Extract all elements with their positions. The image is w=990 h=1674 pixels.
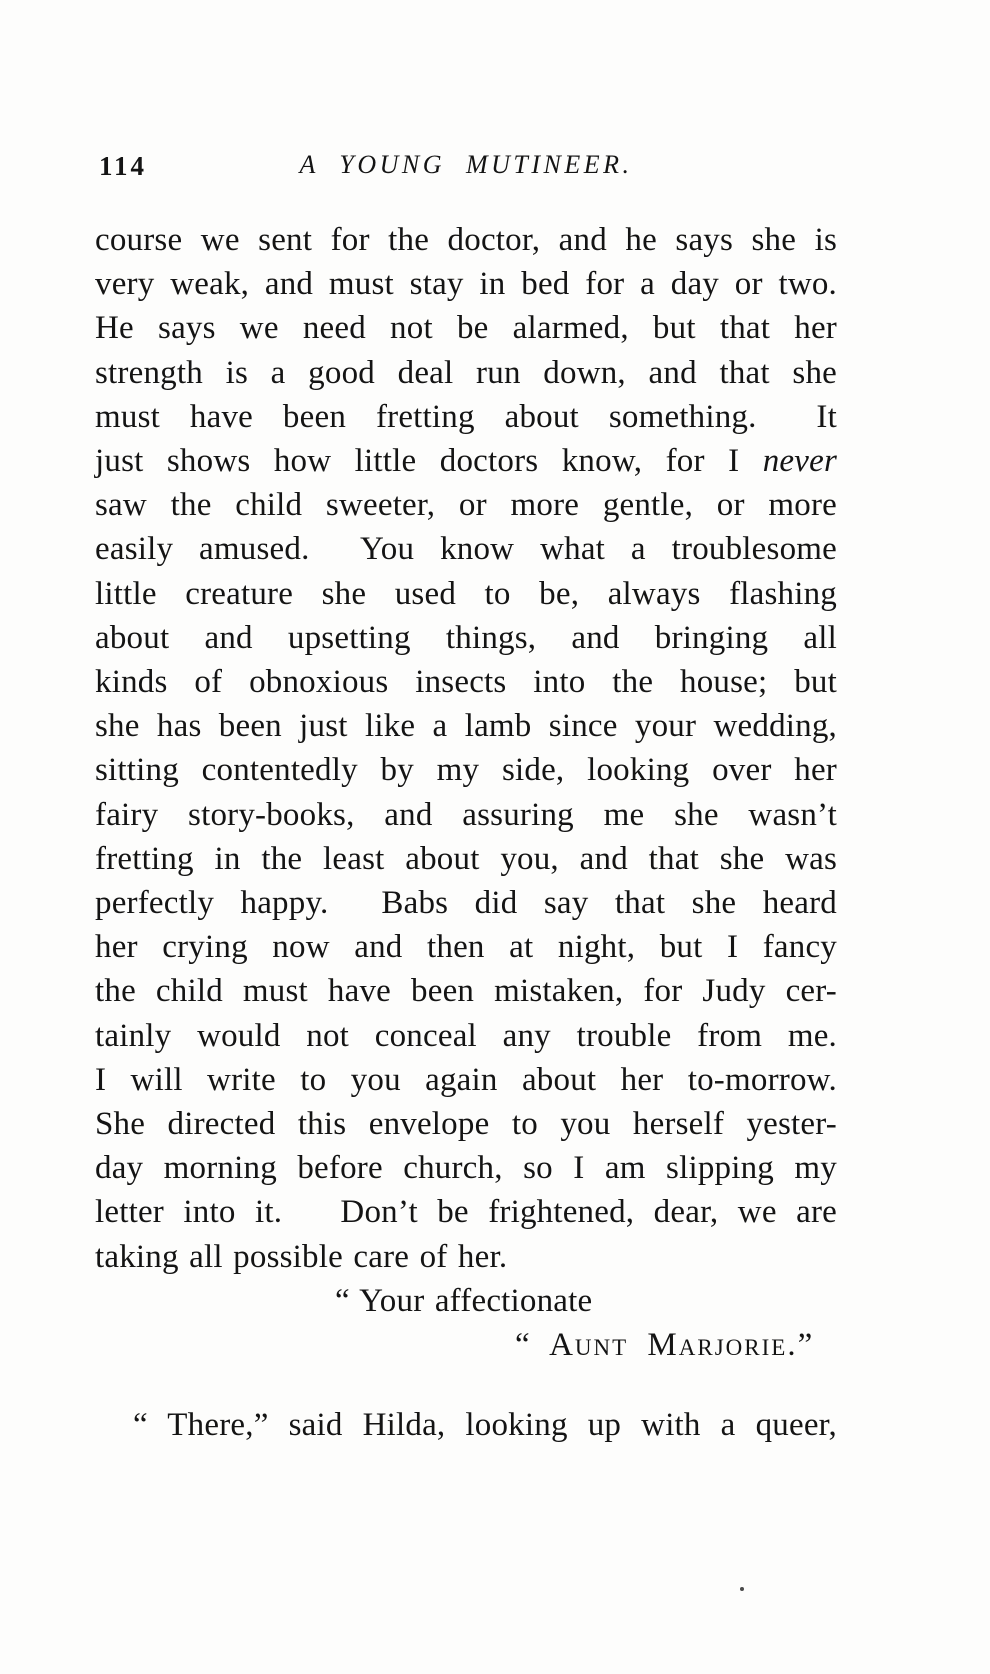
letter-line-text: just shows how little doctors know, for I <box>95 443 763 480</box>
running-title: A YOUNG MUTINEER. <box>299 150 633 179</box>
letter-line: saw the child sweeter, or more gentle, or more <box>95 487 837 524</box>
letter-line: course we sent for the doctor, and he says she is <box>95 222 837 258</box>
letter-line: day morning before church, so I am slipping my <box>95 1150 837 1187</box>
letter-line: strength is a good deal run down, and that she <box>95 354 837 391</box>
letter-line: perfectly happy. Babs did say that she heard <box>95 885 837 922</box>
letter-closing-salutation: “ Your affectionate <box>335 1282 593 1319</box>
letter-line: her crying now and then at night, but I fancy <box>95 929 837 966</box>
page-header <box>95 150 837 184</box>
letter-body <box>95 218 837 1447</box>
ink-speck <box>740 1587 744 1591</box>
letter-line: fairy story-books, and assuring me she wasn’t <box>95 796 837 833</box>
letter-line: easily amused. You know what a troublesome <box>95 531 837 568</box>
letter-line: sitting contentedly by my side, looking over her <box>95 752 837 789</box>
letter-line: very weak, and must stay in bed for a day or two. <box>95 266 837 303</box>
letter-line: taking all possible care of her. <box>95 1238 508 1275</box>
letter-line: about and upsetting things, and bringing all <box>95 619 837 656</box>
page-number: 114 <box>99 151 148 181</box>
letter-signature: “ Aunt Marjorie.” <box>515 1327 815 1364</box>
letter-line: must have been fretting about something. It <box>95 398 837 435</box>
letter-line: He says we need not be alarmed, but that her <box>95 310 837 347</box>
letter-line: little creature she used to be, always flashing <box>95 575 837 612</box>
letter-line: the child must have been mistaken, for Judy cer- <box>95 973 837 1010</box>
letter-line: she has been just like a lamb since your wedding, <box>95 708 837 745</box>
letter-line: tainly would not conceal any trouble from me. <box>95 1017 837 1054</box>
letter-line: fretting in the least about you, and that she was <box>95 840 837 877</box>
letter-line: letter into it. Don’t be frightened, dear, we are <box>95 1194 837 1231</box>
letter-line <box>95 439 837 483</box>
narrative-paragraph: “ There,” said Hilda, looking up with a queer, <box>133 1407 837 1444</box>
letter-line: I will write to you again about her to-morrow. <box>95 1061 837 1098</box>
letter-line: She directed this envelope to you herself yester- <box>95 1106 837 1143</box>
letter-line: kinds of obnoxious insects into the house; but <box>95 664 837 701</box>
emphasized-word: never <box>762 443 837 480</box>
